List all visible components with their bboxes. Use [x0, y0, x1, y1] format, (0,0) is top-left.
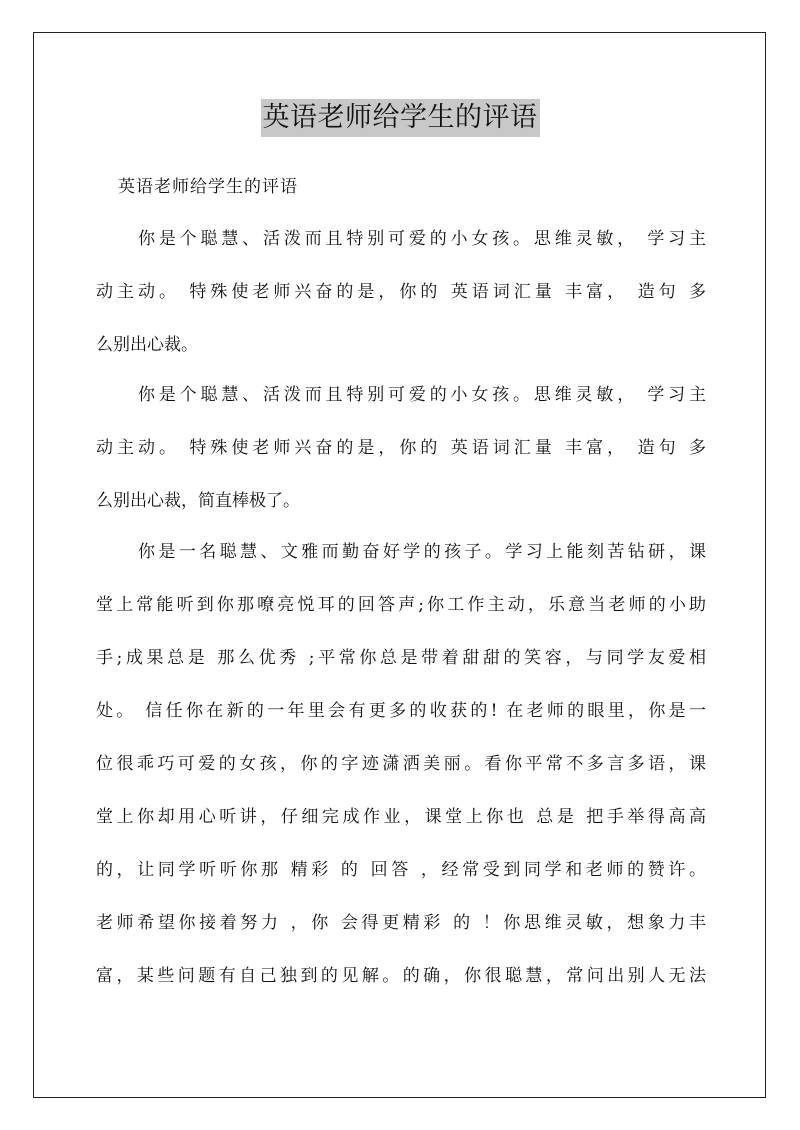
- paragraph-1: [96, 213, 706, 372]
- paragraph-line: 位很乖巧可爱的女孩，你的字迹潇洒美丽。看你平常不多言多语，课: [96, 754, 706, 774]
- paragraph-line: 动主动。 特殊使老师兴奋的是，你的 英语词汇量 丰富， 造句 多: [96, 282, 706, 302]
- paragraph-line: 手;成果总是 那么优秀 ;平常你总是带着甜甜的笑容，与同学友爱相: [96, 648, 706, 668]
- paragraph-2: [96, 369, 706, 528]
- paragraph-line: 动主动。 特殊使老师兴奋的是，你的 英语词汇量 丰富， 造句 多: [96, 438, 706, 458]
- paragraph-line: 你是一名聪慧、文雅而勤奋好学的孩子。学习上能刻苦钻研，课: [138, 542, 706, 562]
- paragraph-line: 处。 信任你在新的一年里会有更多的收获的! 在老师的眼里，你是一: [96, 701, 706, 721]
- paragraph-line: 堂上常能听到你那嘹亮悦耳的回答声;你工作主动，乐意当老师的小助: [96, 595, 706, 615]
- document-subtitle: 英语老师给学生的评语: [118, 177, 298, 197]
- paragraph-line: 富，某些问题有自己独到的见解。的确，你很聪慧，常问出别人无法: [96, 966, 706, 986]
- paragraph-line: 么别出心裁。: [96, 335, 198, 355]
- title-wrap: [0, 99, 800, 137]
- paragraph-line: 堂上你却用心听讲，仔细完成作业，课堂上你也 总是 把手举得高高: [96, 807, 706, 827]
- paragraph-line: 你是个聪慧、活泼而且特别可爱的小女孩。思维灵敏， 学习主: [138, 229, 706, 249]
- paragraph-3: [96, 526, 706, 1003]
- paragraph-line: 老师希望你接着努力 ，你 会得更精彩 的 ！你思维灵敏，想象力丰: [96, 913, 706, 933]
- document-title: 英语老师给学生的评语: [261, 99, 540, 137]
- paragraph-line: 你是个聪慧、活泼而且特别可爱的小女孩。思维灵敏， 学习主: [138, 385, 706, 405]
- paragraph-line: 么别出心裁，简直棒极了。: [96, 491, 300, 511]
- paragraph-line: 的，让同学听听你那 精彩 的 回答 ，经常受到同学和老师的赞许。: [96, 860, 706, 880]
